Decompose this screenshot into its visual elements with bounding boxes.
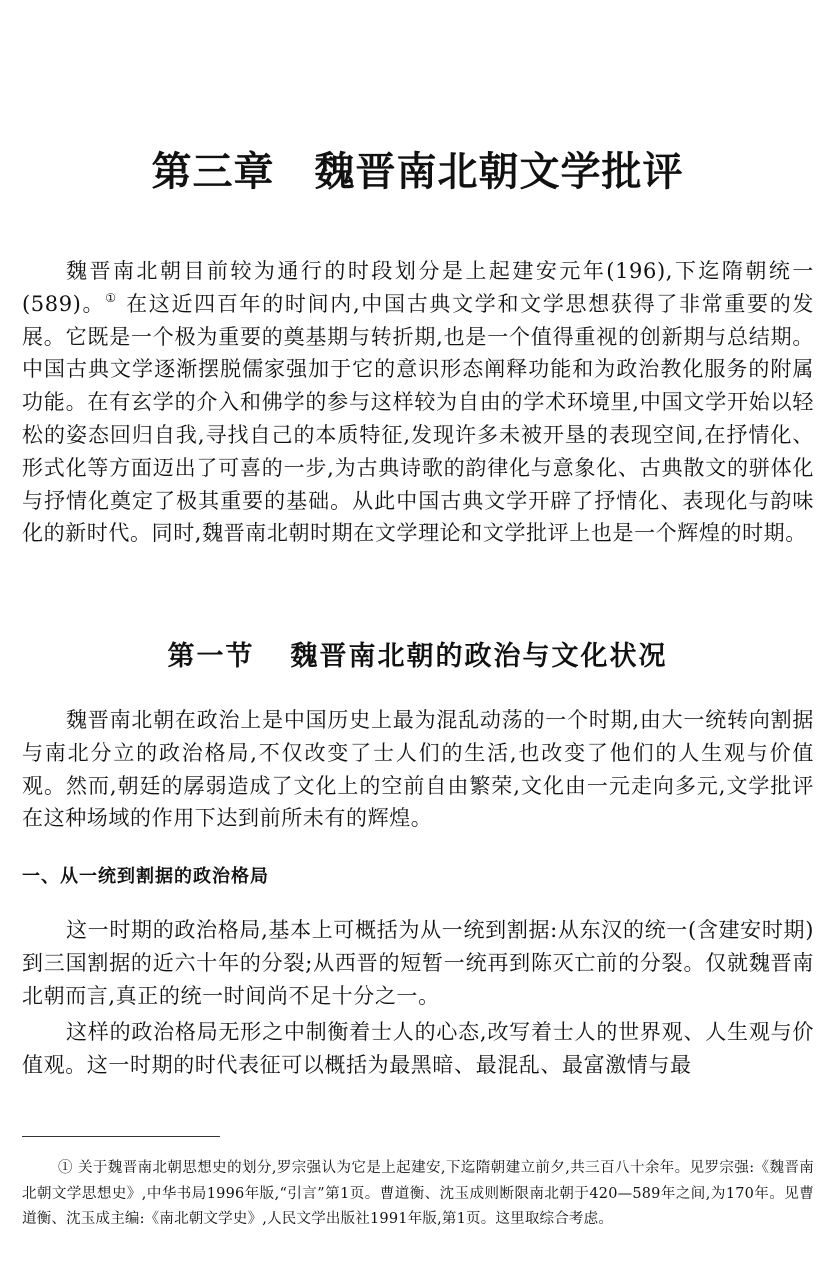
section-number: 第一节 [167, 641, 255, 672]
intro-text-after-note: 在这近四百年的时间内,中国古典文学和文学思想获得了非常重要的发展。它既是一个极为重要的奠基期与转折期,也是一个值得重视的创新期与总结期。中国古典文学逐渐摆脱儒家强加于它的意识形态阐释功能和为政治教化服务的附属功能。在有玄学的介入和佛学的参与这样较为自由的学术环境里,中国文学开始以轻松的姿态回归自我,寻找自己的本质特征,发现许多未被开垦的表现空间,在抒情化、形式化等方面迈出了可喜的一步,为古典诗歌的韵律化与意象化、古典散文的骈体化与抒情化奠定了极其重要的基础。从此中国古典文学开辟了抒情化、表现化与韵味化的新时代。同时,魏晋南北朝时期在文学理论和文学批评上也是一个辉煌的时期。 [22, 291, 814, 546]
chapter-number: 第三章 [151, 148, 275, 195]
footnote-divider [22, 1136, 220, 1137]
footnote-reference-marker[interactable]: ① [105, 290, 118, 305]
chapter-title-text: 魏晋南北朝文学批评 [314, 148, 684, 195]
section-title-text: 魏晋南北朝的政治与文化状况 [290, 641, 668, 672]
section-paragraph: 魏晋南北朝在政治上是中国历史上最为混乱动荡的一个时期,由大一统转向割据与南北分立的政治格局,不仅改变了士人们的生活,也改变了他们的人生观与价值观。然而,朝廷的孱弱造成了文化上的空前自由繁荣,文化由一元走向多元,文学批评在这种场域的作用下达到前所未有的辉煌。 [22, 708, 814, 831]
subsection-paragraph-2: 这样的政治格局无形之中制衡着士人的心态,改写着士人的世界观、人生观与价值观。这一时期的时代表征可以概括为最黑暗、最混乱、最富激情与最 [22, 1020, 814, 1077]
intro-paragraph [22, 255, 814, 550]
subsection-paragraph-1: 这一时期的政治格局,基本上可概括为从一统到割据:从东汉的统一(含建安时期)到三国割据的近六十年的分裂;从西晋的短暂一统再到陈灭亡前的分裂。仅就魏晋南北朝而言,真正的统一时间尚不足十分之一。 [22, 918, 814, 1008]
chapter-title [0, 140, 835, 197]
section-title [0, 634, 835, 673]
footnote-text: 关于魏晋南北朝思想史的划分,罗宗强认为它是上起建安,下迄隋朝建立前夕,共三百八十余年。见罗宗强:《魏晋南北朝文学思想史》,中华书局1996年版,“引言”第1页。曹道衡、沈玉成则断限南北朝于420—589年之间,为170年。见曹道衡、沈玉成主编:《南北朝文学史》,人民文学出版社1991年版,第1页。这里取综合考虑。 [22, 1160, 814, 1227]
footnote [22, 1156, 814, 1233]
intro-text-before-note: 魏晋南北朝目前较为通行的时段划分是上起建安元年(196),下迄隋朝统一(589)。 [22, 259, 814, 316]
footnote-marker: ① [58, 1160, 73, 1176]
subsection-heading: 一、从一统到割据的政治格局 [22, 866, 269, 887]
